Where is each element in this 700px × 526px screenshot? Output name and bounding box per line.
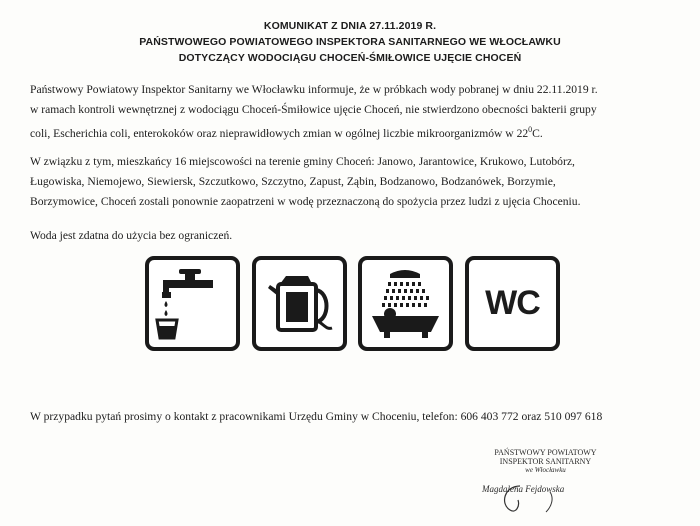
paragraph-line: W związku z tym, mieszkańcy 16 miejscowości na terenie gminy Choceń: Janowo, Jarantowice, Krukowo, Lutobórz,	[30, 155, 575, 168]
paragraph-line: Ługowiska, Niemojewo, Siewiersk, Szczutkowo, Szczytno, Zapust, Ząbin, Bodzanowo, Bodzanówek, Borzymie,	[30, 175, 556, 188]
paragraph-text: coli, Escherichia coli, enterokoków oraz nieprawidłowych zmian w ogólnej liczbie mikroorganizmów w 22	[30, 126, 529, 140]
water-tap-icon	[145, 256, 240, 351]
paragraph-results	[30, 80, 670, 144]
contact-line: W przypadku pytań prosimy o kontakt z pracownikami Urzędu Gminy w Choceniu, telefon: 606 403 772 oraz 510 097 618	[30, 410, 603, 423]
usage-icons-row	[145, 256, 560, 351]
shower-bath-icon	[358, 256, 453, 351]
paragraph-line	[30, 120, 670, 144]
stamp-name: Magdalena Fejdowska	[482, 484, 565, 494]
paragraph-line: w ramach kontroli wewnętrznej z wodociągu Choceń-Śmiłowice ujęcie Choceń, nie stwierdzono obecności bakterii grupy	[30, 103, 597, 116]
paragraph-line: Borzymowice, Choceń zostali ponownie zaopatrzeni w wodę przeznaczoną do spożycia przez ludzi z ujęcia Choceniu.	[30, 195, 581, 208]
paragraph-text: C.	[532, 126, 543, 140]
title-line-1: KOMUNIKAT Z DNIA 27.11.2019 R.	[263, 20, 437, 32]
wc-label: WC	[485, 284, 540, 322]
stamp-line-2: INSPEKTOR SANITARNY	[499, 457, 592, 466]
paragraph-villages	[30, 152, 670, 212]
wc-icon	[465, 256, 560, 351]
official-stamp	[478, 448, 613, 475]
stamp-line-1: PAŃSTWOWY POWIATOWY	[494, 448, 597, 457]
kettle-icon	[252, 256, 347, 351]
paragraph-line: Państwowy Powiatowy Inspektor Sanitarny we Włocławku informuje, że w próbkach wody pobranej w dniu 22.11.2019 r.	[30, 83, 598, 96]
paragraph-water-safe	[30, 226, 670, 246]
title-line-2: PAŃSTWOWEGO POWIATOWEGO INSPEKTORA SANITARNEGO WE WŁOCŁAWKU	[139, 36, 561, 48]
stamp-line-3: we Włocławku	[525, 466, 566, 474]
title-line-3: DOTYCZĄCY WODOCIĄGU CHOCEŃ-ŚMIŁOWICE UJĘCIE CHOCEŃ	[178, 52, 522, 64]
superscript-degree: 0	[528, 125, 533, 134]
paragraph-line: Woda jest zdatna do użycia bez ograniczeń.	[30, 229, 233, 242]
